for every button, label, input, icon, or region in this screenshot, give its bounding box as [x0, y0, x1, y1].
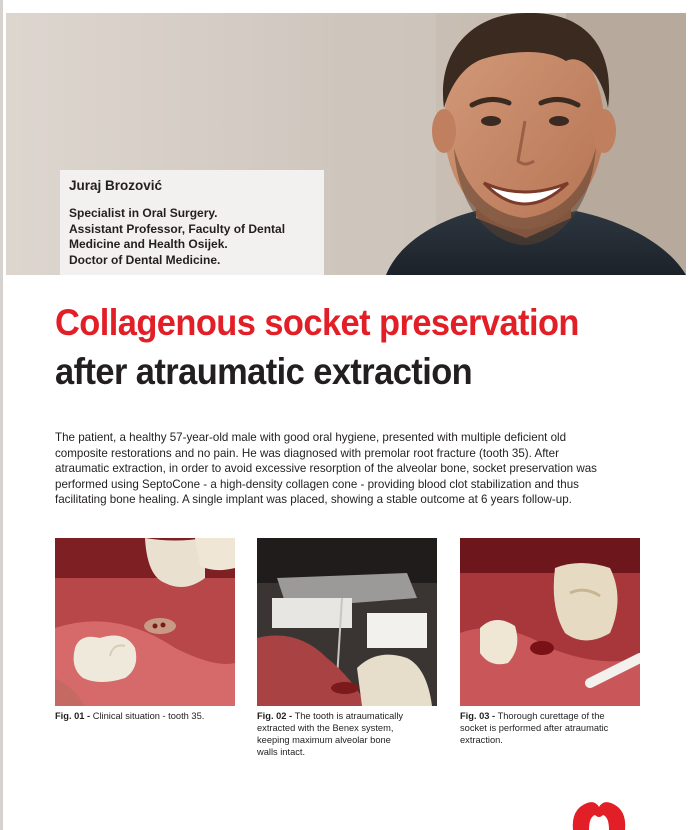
figure-02-caption — [257, 710, 439, 758]
intro-line: performed using SeptoCone - a high-density collagen cone - providing blood clot stabilization and thus — [55, 477, 579, 491]
figure-01-caption — [55, 710, 237, 722]
figure-03-photo — [460, 538, 640, 706]
author-hero-photo — [6, 13, 686, 275]
figure-03-caption-line: Thorough curettage of the — [497, 711, 605, 721]
figure-03-caption-line: extraction. — [460, 735, 503, 745]
figure-02-label: Fig. 02 - — [257, 711, 293, 721]
intro-paragraph — [55, 430, 655, 508]
figure-02-caption-line: extracted with the Benex system, — [257, 723, 394, 733]
figure-02-caption-line: walls intact. — [257, 747, 306, 757]
author-credential-line: Doctor of Dental Medicine. — [69, 252, 221, 267]
author-credential-line: Assistant Professor, Faculty of Dental — [69, 221, 286, 236]
article-title-red: Collagenous socket preservation — [55, 302, 579, 343]
figure-02-caption-line: The tooth is atraumatically — [294, 711, 404, 721]
figure-03-label: Fig. 03 - — [460, 711, 496, 721]
figure-03-caption — [460, 710, 642, 746]
author-credential-line: Medicine and Health Osijek. — [69, 237, 228, 251]
figure-01-caption-text: Clinical situation - tooth 35. — [92, 711, 205, 721]
author-credentials — [69, 206, 319, 268]
page-border — [0, 0, 3, 830]
author-name: Juraj Brozović — [69, 178, 163, 193]
figure-02-caption-line: keeping maximum alveolar bone — [257, 735, 391, 745]
intro-line: The patient, a healthy 57-year-old male with good oral hygiene, presented with multiple deficient old — [55, 431, 567, 444]
figure-03-caption-line: socket is performed after atraumatic — [460, 723, 609, 733]
intro-line: atraumatic extraction, in order to avoid excessive resorption of the alveolar bone, socket preservation was — [55, 462, 597, 476]
article-title-dark: after atraumatic extraction — [55, 351, 473, 392]
intro-line: composite restorations and no pain. He was diagnosed with premolar root fracture (tooth 35). After — [55, 446, 559, 460]
intro-line: facilitating bone healing. A single implant was placed, showing a stable outcome at 6 years follow-up. — [55, 493, 572, 507]
figure-02-photo — [257, 538, 437, 706]
tooth-logo-icon — [571, 799, 627, 830]
figure-01-photo — [55, 538, 235, 706]
figure-01-label: Fig. 01 - — [55, 711, 91, 721]
author-credential-line: Specialist in Oral Surgery. — [69, 206, 218, 220]
author-card — [60, 170, 324, 275]
